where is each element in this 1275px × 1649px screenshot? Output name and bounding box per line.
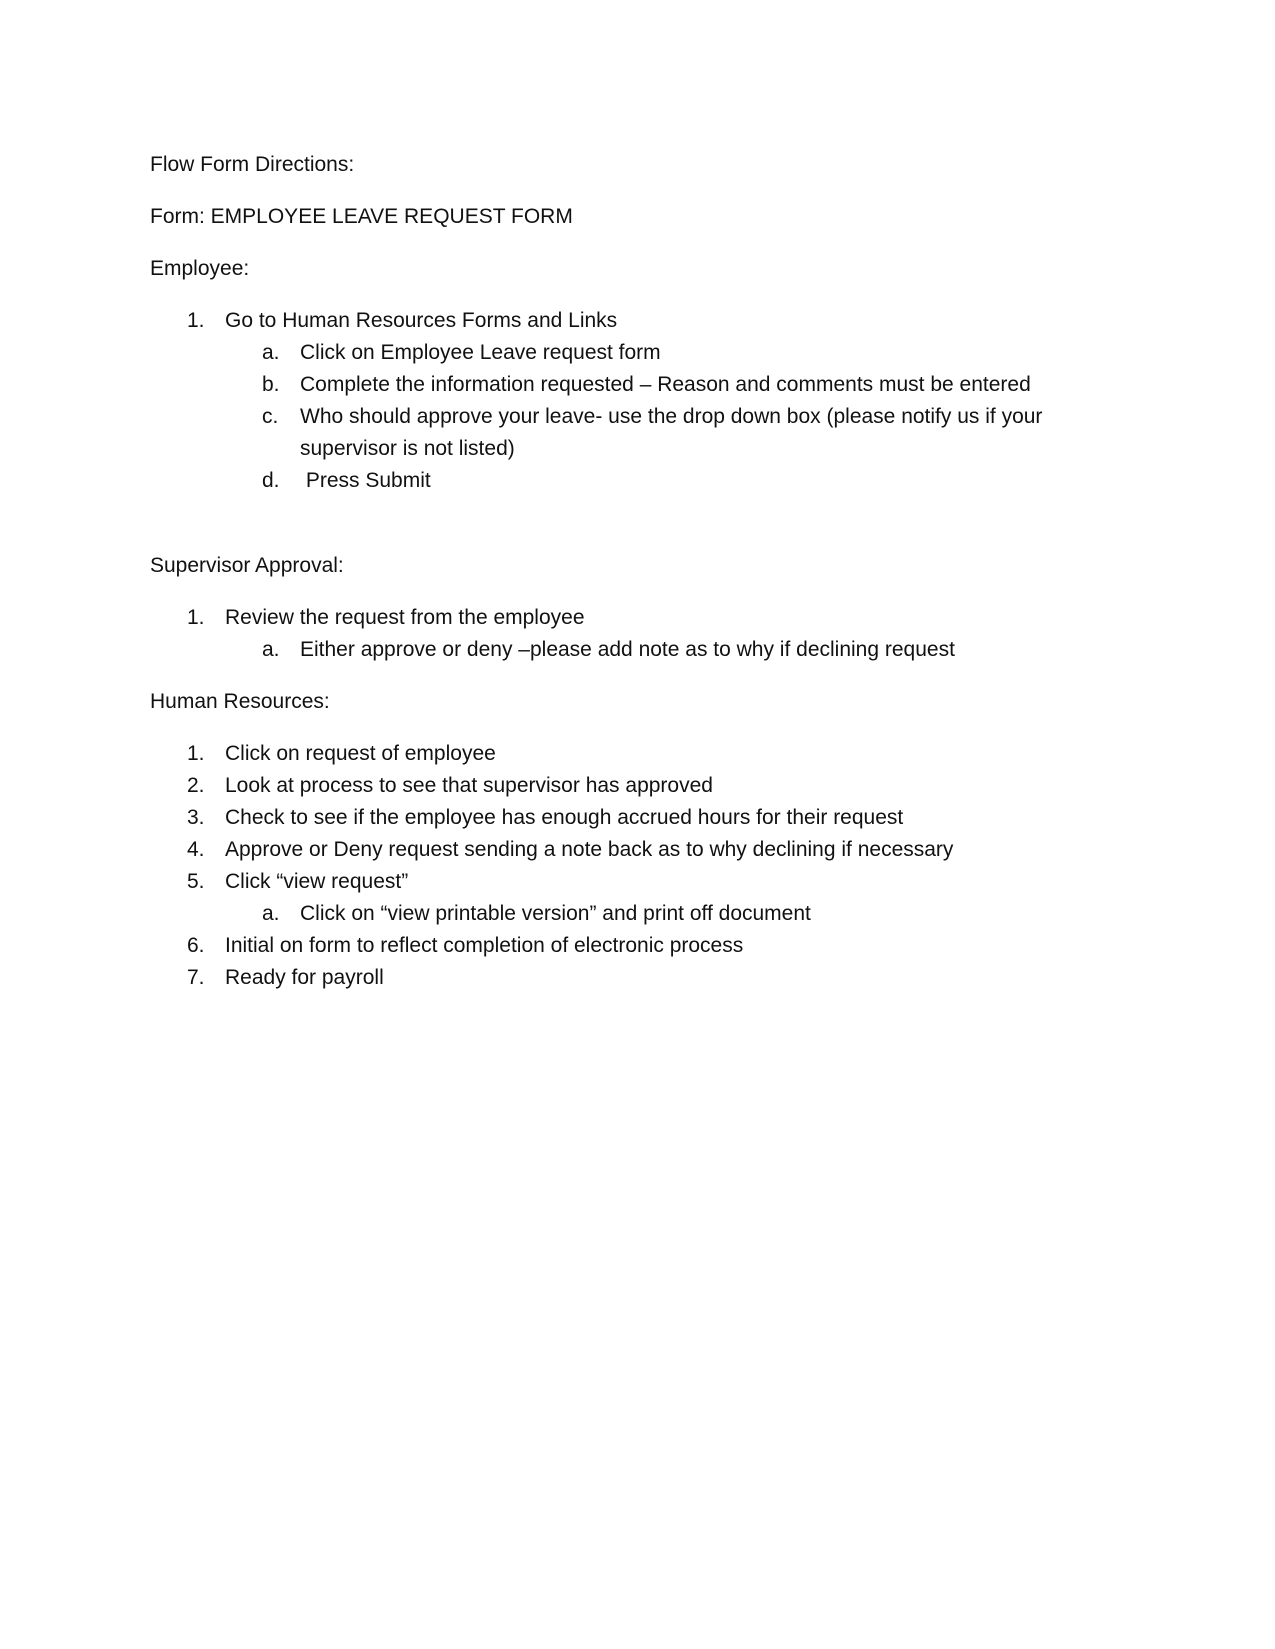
- list-item: Look at process to see that supervisor has approved: [225, 774, 713, 797]
- document-title: Flow Form Directions:: [150, 153, 355, 176]
- list-number: 2.: [187, 774, 205, 797]
- list-item: Approve or Deny request sending a note back as to why declining if necessary: [225, 838, 954, 861]
- list-item: Go to Human Resources Forms and Links: [225, 309, 618, 332]
- sub-list-item: Click on Employee Leave request form: [300, 341, 661, 364]
- sub-list-item: Who should approve your leave- use the drop down box (please notify us if your: [300, 405, 1043, 428]
- list-number: 3.: [187, 806, 205, 829]
- list-letter: a.: [262, 638, 280, 661]
- list-letter: c.: [262, 405, 279, 428]
- list-letter: b.: [262, 373, 280, 396]
- list-number: 4.: [187, 838, 205, 861]
- list-letter: d.: [262, 469, 280, 492]
- supervisor-heading: Supervisor Approval:: [150, 554, 344, 577]
- list-letter: a.: [262, 902, 280, 925]
- form-name-line: Form: EMPLOYEE LEAVE REQUEST FORM: [150, 205, 573, 228]
- list-letter: a.: [262, 341, 280, 364]
- sub-list-item-continuation: supervisor is not listed): [300, 437, 515, 460]
- sub-list-item: Press Submit: [300, 469, 431, 492]
- list-number: 1.: [187, 742, 205, 765]
- sub-list-item: Complete the information requested – Reason and comments must be entered: [300, 373, 1031, 396]
- hr-heading: Human Resources:: [150, 690, 330, 713]
- sub-list-item: Either approve or deny –please add note as to why if declining request: [300, 638, 955, 661]
- list-number: 1.: [187, 309, 205, 332]
- list-number: 6.: [187, 934, 205, 957]
- list-number: 5.: [187, 870, 205, 893]
- list-item: Check to see if the employee has enough accrued hours for their request: [225, 806, 904, 829]
- list-item: Click on request of employee: [225, 742, 496, 765]
- list-item: Ready for payroll: [225, 966, 384, 989]
- list-number: 1.: [187, 606, 205, 629]
- list-number: 7.: [187, 966, 205, 989]
- list-item: Initial on form to reflect completion of electronic process: [225, 934, 744, 957]
- sub-list-item: Click on “view printable version” and print off document: [300, 902, 811, 925]
- employee-heading: Employee:: [150, 257, 250, 280]
- list-item: Review the request from the employee: [225, 606, 585, 629]
- list-item: Click “view request”: [225, 870, 409, 893]
